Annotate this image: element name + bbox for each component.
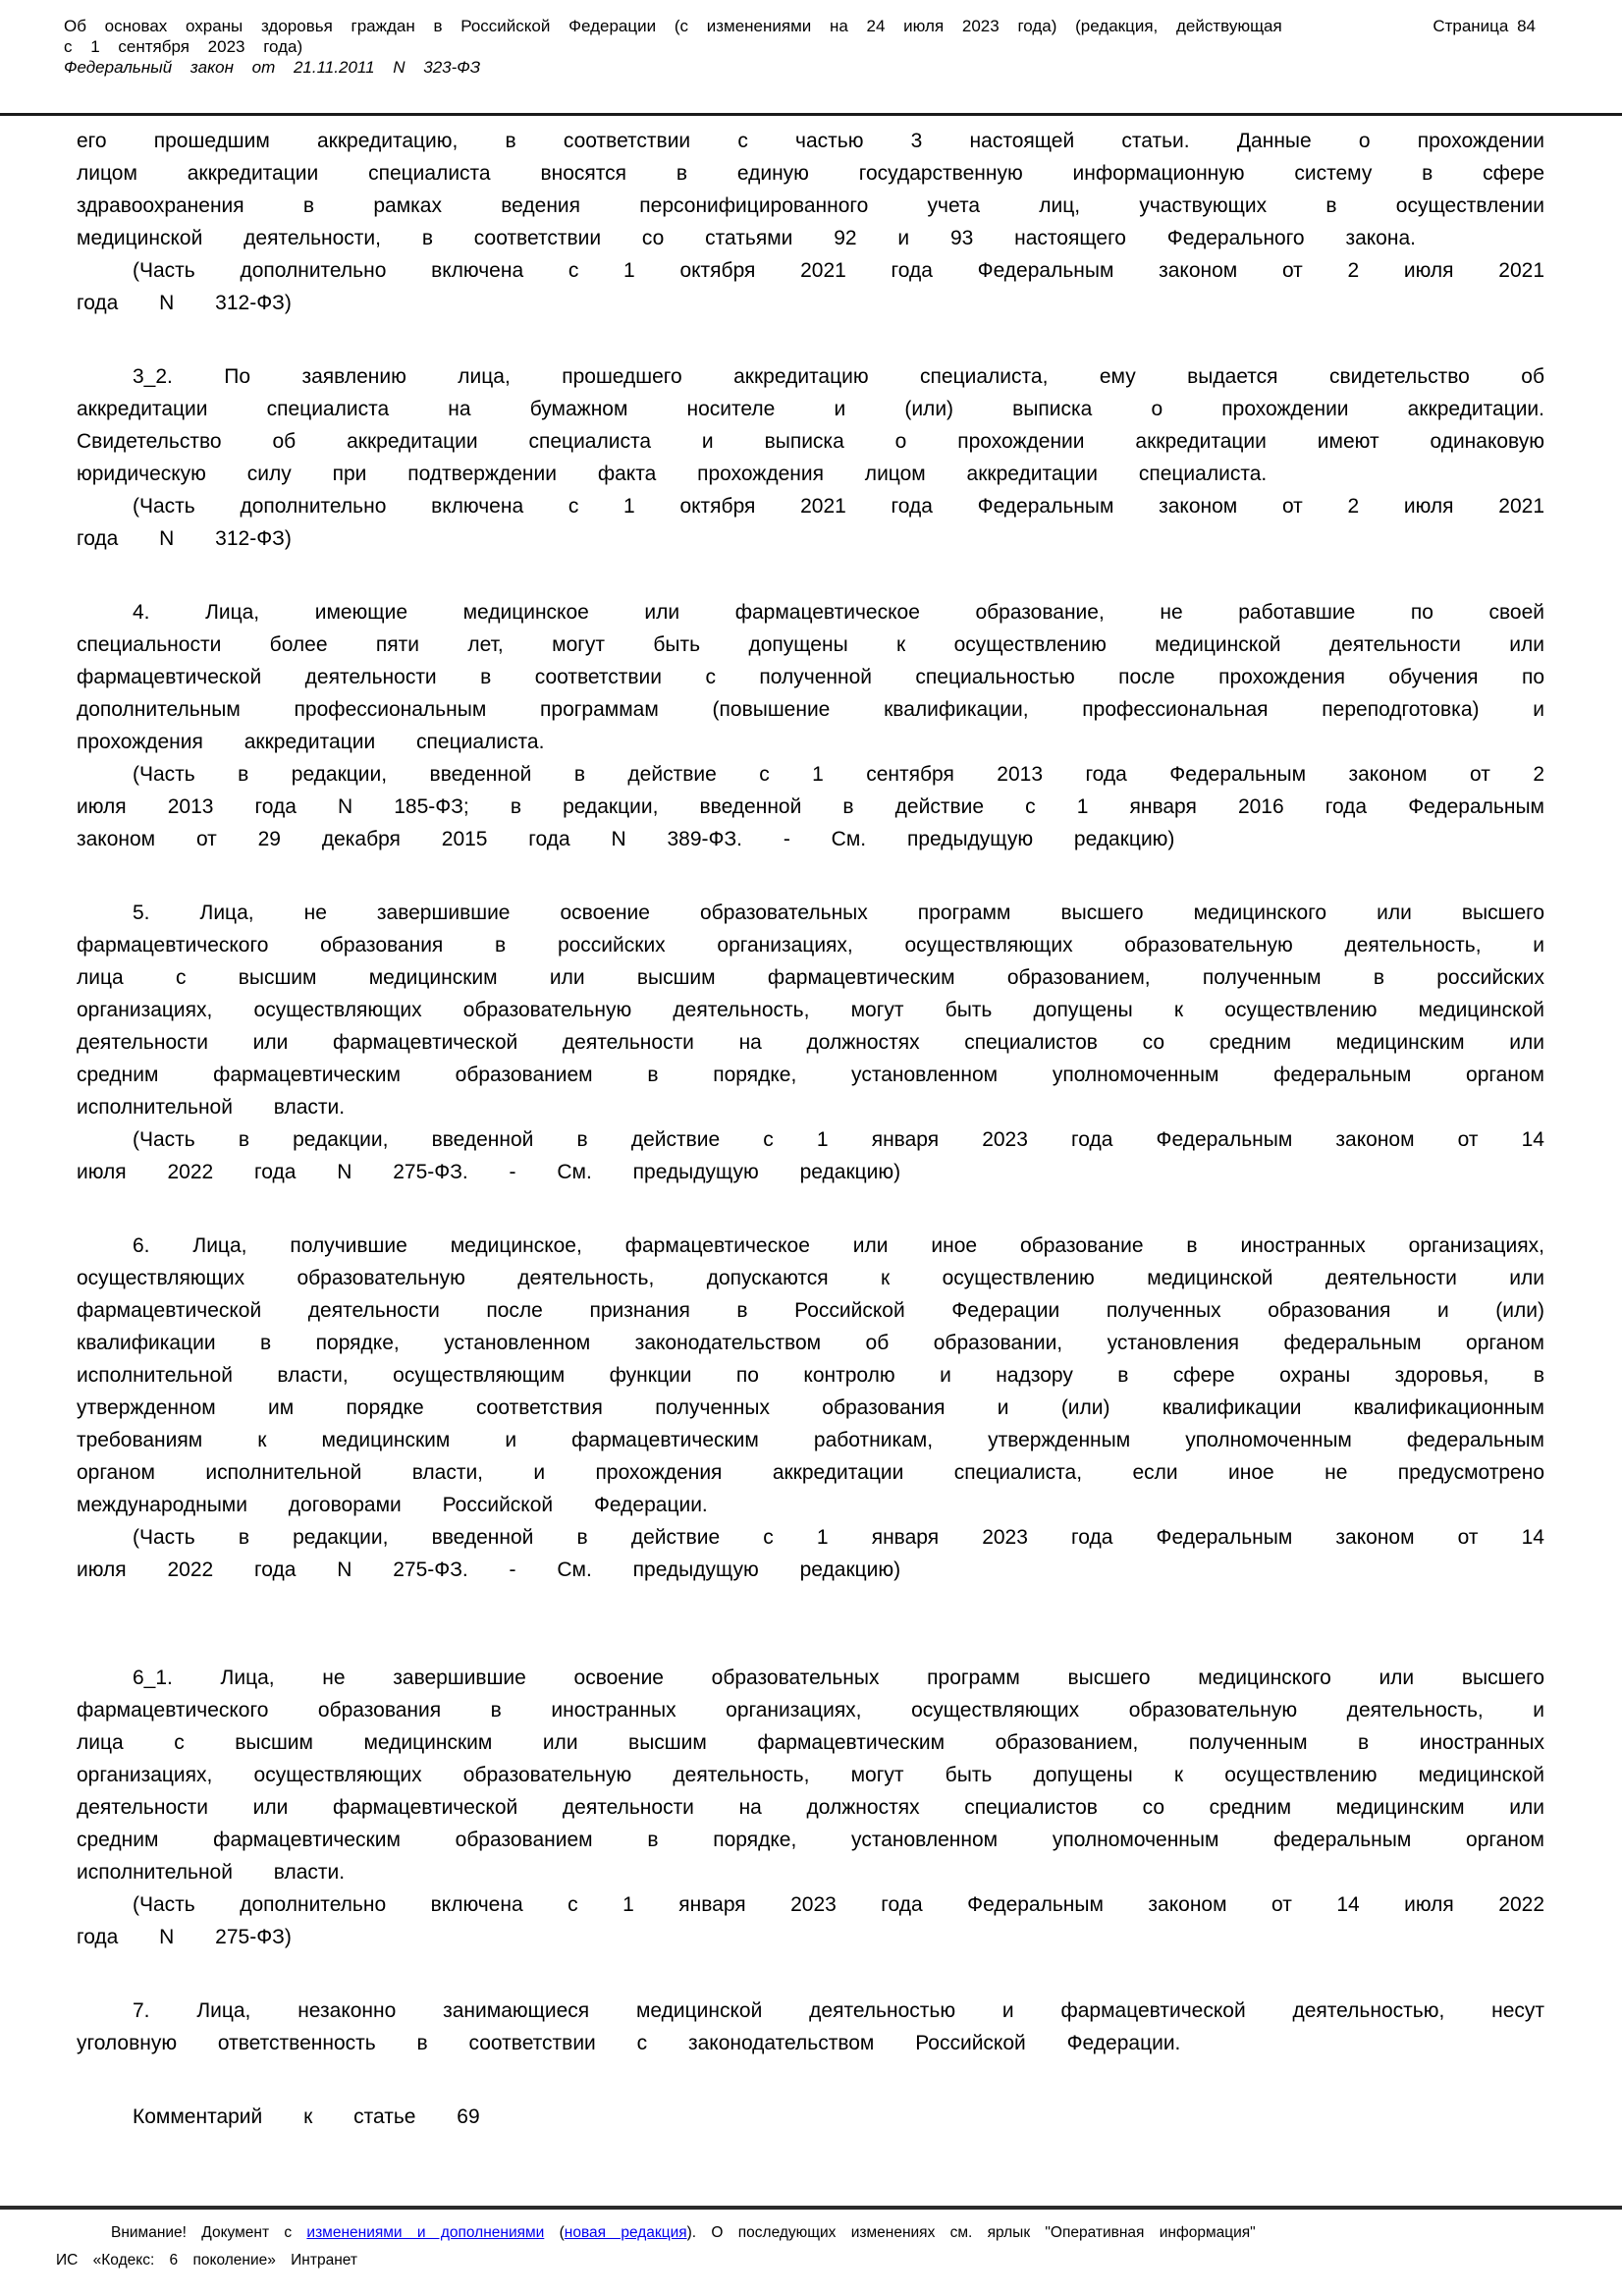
paragraph: 6. Лица, получившие медицинское, фармацевтическое или иное образование в иностранных организациях, осуществляющих образовательную деятельность, допускаются к осуществлению медицинской деятельности или фармацевтической деятельности после признания в Российской Федерации полученных образования и (или) квалификации в порядке, установленном законодательством об образовании, установления федеральным органом исполнительной власти, осуществляющим функции по контролю и надзору в сфере охраны здоровья, в утвержденном им порядке соответствия полученных образования и (или) квалификации квалификационным требованиям к медицинским и фармацевтическим работникам, утвержденным уполномоченным федеральным органом исполнительной власти, и прохождения аккредитации специалиста, если иное не предусмотрено международными договорами Российской Федерации. <box>77 1234 1544 1516</box>
paragraph: (Часть дополнительно включена с 1 октября 2021 года Федеральным законом от 2 июля 2021 года N 312-ФЗ) <box>77 259 1544 314</box>
paragraph: 5. Лица, не завершившие освоение образовательных программ высшего медицинского или высшего фармацевтического образования в российских организациях, осуществляющих образовательную деятельность, и лица с высшим медицинским или высшим фармацевтическим образованием, полученным в российских организациях, осуществляющих образовательную деятельность, могут быть допущены к осуществлению медицинской деятельности или фармацевтической деятельности на должностях специалистов со средним медицинским или средним фармацевтическим образованием в порядке, установленном уполномоченным федеральным органом исполнительной власти. <box>77 902 1544 1119</box>
footer-notice-mid: ( <box>544 2224 565 2241</box>
footer-notice-suffix: ). О последующих изменениях см. ярлык "Оперативная информация" <box>686 2224 1256 2241</box>
footer-link-new-edition[interactable]: новая редакция <box>564 2224 687 2241</box>
footer-link-amendments[interactable]: изменениями и дополнениями <box>306 2224 545 2241</box>
page-footer <box>56 2219 1573 2274</box>
footer-source-label: ИС «Кодекс: 6 поколение» Интранет <box>56 2252 357 2269</box>
paragraph: 3_2. По заявлению лица, прошедшего аккредитацию специалиста, ему выдается свидетельство об аккредитации специалиста на бумажном носителе и (или) выписка о прохождении аккредитации. Свидетельство об аккредитации специалиста и выписка о прохождении аккредитации имеют одинаковую юридическую силу при подтверждении факта прохождения лицом аккредитации специалиста. <box>77 365 1544 485</box>
paragraph: 7. Лица, незаконно занимающиеся медицинской деятельностью и фармацевтической деятельностью, несут уголовную ответственность в соответствии с законодательством Российской Федерации. <box>77 1999 1544 2054</box>
header-divider <box>0 113 1622 116</box>
law-subtitle: Федеральный закон от 21.11.2011 N 323-ФЗ <box>64 58 481 77</box>
paragraph: (Часть дополнительно включена с 1 октября 2021 года Федеральным законом от 2 июля 2021 года N 312-ФЗ) <box>77 495 1544 550</box>
document-body <box>77 125 1544 2133</box>
paragraph: (Часть в редакции, введенной в действие с 1 января 2023 года Федеральным законом от 14 июля 2022 года N 275-ФЗ. - См. предыдущую редакцию) <box>77 1526 1544 1581</box>
page-number-label: Страница 84 <box>1433 17 1536 35</box>
document-title-line-1: Об основах охраны здоровья граждан в Российской Федерации (с изменениями на 24 июля 2023 года) (редакция, действующая <box>64 17 1282 35</box>
paragraph: Комментарий к статье 69 <box>133 2105 480 2128</box>
page-header <box>64 16 1536 78</box>
paragraph: 4. Лица, имеющие медицинское или фармацевтическое образование, не работавшие по своей специальности более пяти лет, могут быть допущены к осуществлению медицинской деятельности или фармацевтической деятельности в соответствии с полученной специальностью после прохождения обучения по дополнительным профессиональным программам (повышение квалификации, профессиональная переподготовка) и прохождения аккредитации специалиста. <box>77 601 1544 753</box>
document-title-line-2: с 1 сентября 2023 года) <box>64 37 303 56</box>
footer-divider <box>0 2206 1622 2210</box>
paragraph: (Часть дополнительно включена с 1 января 2023 года Федеральным законом от 14 июля 2022 года N 275-ФЗ) <box>77 1893 1544 1948</box>
footer-notice <box>56 2219 1573 2247</box>
footer-notice-prefix: Внимание! Документ с <box>111 2224 307 2241</box>
paragraph: (Часть в редакции, введенной в действие с 1 сентября 2013 года Федеральным законом от 2 июля 2013 года N 185-ФЗ; в редакции, введенной в действие с 1 января 2016 года Федеральным законом от 29 декабря 2015 года N 389-ФЗ. - См. предыдущую редакцию) <box>77 763 1544 850</box>
paragraph: 6_1. Лица, не завершившие освоение образовательных программ высшего медицинского или высшего фармацевтического образования в иностранных организациях, осуществляющих образовательную деятельность, и лица с высшим медицинским или высшим фармацевтическим образованием, полученным в иностранных организациях, осуществляющих образовательную деятельность, могут быть допущены к осуществлению медицинской деятельности или фармацевтической деятельности на должностях специалистов со средним медицинским или средним фармацевтическим образованием в порядке, установленном уполномоченным федеральным органом исполнительной власти. <box>77 1667 1544 1884</box>
paragraph: (Часть в редакции, введенной в действие с 1 января 2023 года Федеральным законом от 14 июля 2022 года N 275-ФЗ. - См. предыдущую редакцию) <box>77 1128 1544 1183</box>
paragraph: его прошедшим аккредитацию, в соответствии с частью 3 настоящей статьи. Данные о прохождении лицом аккредитации специалиста вносятся в единую государственную информационную систему в сфере здравоохранения в рамках ведения персонифицированного учета лиц, участвующих в осуществлении медицинской деятельности, в соответствии со статьями 92 и 93 настоящего Федерального закона. <box>77 130 1544 249</box>
